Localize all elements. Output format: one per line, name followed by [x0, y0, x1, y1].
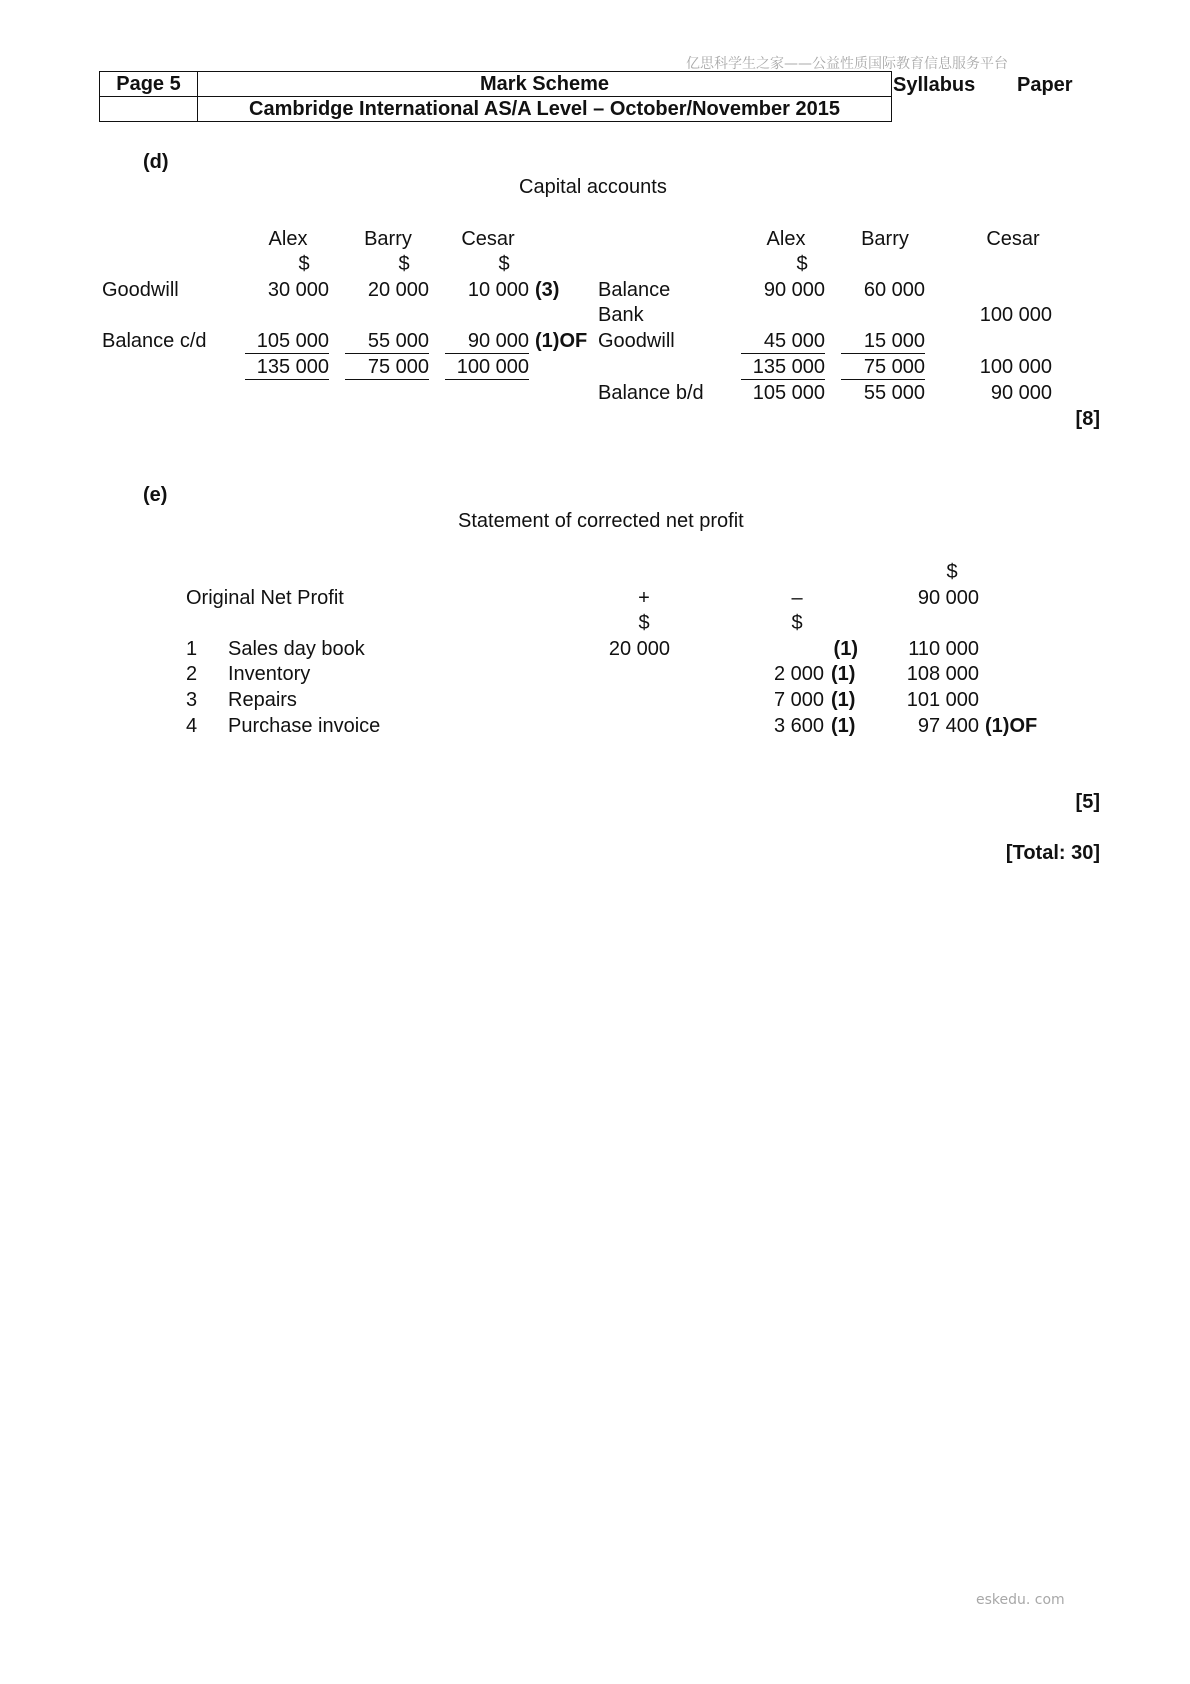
credit-balance-barry: 60 000 [863, 279, 925, 301]
original-net-profit-label: Original Net Profit [186, 587, 344, 609]
credit-balance-alex: 90 000 [763, 279, 825, 301]
credit-goodwill-alex: 45 000 [741, 329, 825, 354]
credit-total-cesar: 100 000 [979, 356, 1052, 378]
paper-label: Paper [1017, 74, 1073, 96]
left-col-header-cesar: Cesar [461, 228, 515, 250]
item-label: Repairs [228, 689, 297, 711]
watermark-bottom: eskedu. com [976, 1592, 1065, 1608]
debit-total-barry: 75 000 [345, 355, 429, 380]
right-col-header-barry: Barry [861, 228, 909, 250]
debit-goodwill-alex: 30 000 [267, 279, 329, 301]
header-empty-cell [100, 97, 198, 122]
credit-goodwill-label: Goodwill [598, 330, 675, 352]
credit-goodwill-barry: 15 000 [841, 329, 925, 354]
credit-balance-bd-cesar: 90 000 [990, 382, 1052, 404]
total-currency: $ [946, 561, 958, 583]
item-minus-mark: (1) [831, 715, 856, 737]
part-d-marks: [8] [1075, 408, 1100, 430]
corrected-net-profit-title: Statement of corrected net profit [458, 510, 744, 532]
right-col-header-cesar: Cesar [986, 228, 1040, 250]
credit-balance-label: Balance [598, 279, 671, 301]
page-number: Page 5 [100, 72, 198, 97]
item-minus-mark: (1) [831, 663, 856, 685]
item-number: 1 [186, 638, 198, 660]
left-currency-cesar: $ [498, 253, 510, 275]
capital-accounts-title: Capital accounts [519, 176, 667, 198]
debit-goodwill-label: Goodwill [102, 279, 179, 301]
item-total-mark: (1)OF [985, 715, 1038, 737]
debit-balance-cd-cesar: 90 000 [445, 329, 529, 354]
header-title: Mark Scheme [198, 72, 892, 97]
minus-currency: $ [791, 612, 803, 634]
credit-bank-label: Bank [598, 304, 644, 326]
item-label: Purchase invoice [228, 715, 381, 737]
part-e-label: (e) [143, 484, 168, 506]
right-col-header-alex: Alex [766, 228, 806, 250]
left-currency-barry: $ [398, 253, 410, 275]
debit-balance-cd-barry: 55 000 [345, 329, 429, 354]
watermark-top: 亿思科学生之家——公益性质国际教育信息服务平台 [686, 56, 1008, 72]
item-total: 101 000 [906, 689, 979, 711]
right-currency-alex: $ [796, 253, 808, 275]
debit-total-alex: 135 000 [245, 355, 329, 380]
item-minus: 2 000 [773, 663, 824, 685]
minus-header: – [791, 587, 803, 609]
page-header [99, 71, 892, 122]
item-minus: 7 000 [773, 689, 824, 711]
debit-goodwill-mark: (3) [535, 279, 560, 301]
plus-currency: $ [638, 612, 650, 634]
credit-bank-cesar: 100 000 [979, 304, 1052, 326]
credit-balance-bd-label: Balance b/d [598, 382, 704, 404]
item-number: 3 [186, 689, 198, 711]
plus-header: + [638, 587, 650, 609]
part-e-marks: [5] [1075, 791, 1100, 813]
left-col-header-alex: Alex [268, 228, 308, 250]
header-subtitle: Cambridge International AS/A Level – October/November 2015 [198, 97, 892, 122]
original-net-profit-value: 90 000 [917, 587, 979, 609]
debit-balance-cd-label: Balance c/d [102, 330, 207, 352]
item-label: Inventory [228, 663, 311, 685]
item-plus: 20 000 [608, 638, 670, 660]
total-marks: [Total: 30] [1005, 842, 1100, 864]
item-label: Sales day book [228, 638, 365, 660]
item-number: 2 [186, 663, 198, 685]
left-col-header-barry: Barry [364, 228, 412, 250]
syllabus-label: Syllabus [893, 74, 976, 96]
part-d-label: (d) [143, 151, 169, 173]
item-total: 110 000 [908, 638, 979, 660]
item-minus-mark: (1) [833, 638, 858, 660]
left-currency-alex: $ [298, 253, 310, 275]
debit-goodwill-cesar: 10 000 [467, 279, 529, 301]
debit-balance-cd-alex: 105 000 [245, 329, 329, 354]
item-total: 97 400 [917, 715, 979, 737]
debit-balance-cd-mark: (1)OF [535, 330, 588, 352]
credit-total-alex: 135 000 [741, 355, 825, 380]
item-minus-mark: (1) [831, 689, 856, 711]
credit-total-barry: 75 000 [841, 355, 925, 380]
item-total: 108 000 [906, 663, 979, 685]
debit-goodwill-barry: 20 000 [367, 279, 429, 301]
item-minus: 3 600 [773, 715, 824, 737]
item-number: 4 [186, 715, 198, 737]
credit-balance-bd-barry: 55 000 [863, 382, 925, 404]
credit-balance-bd-alex: 105 000 [752, 382, 825, 404]
debit-total-cesar: 100 000 [445, 355, 529, 380]
